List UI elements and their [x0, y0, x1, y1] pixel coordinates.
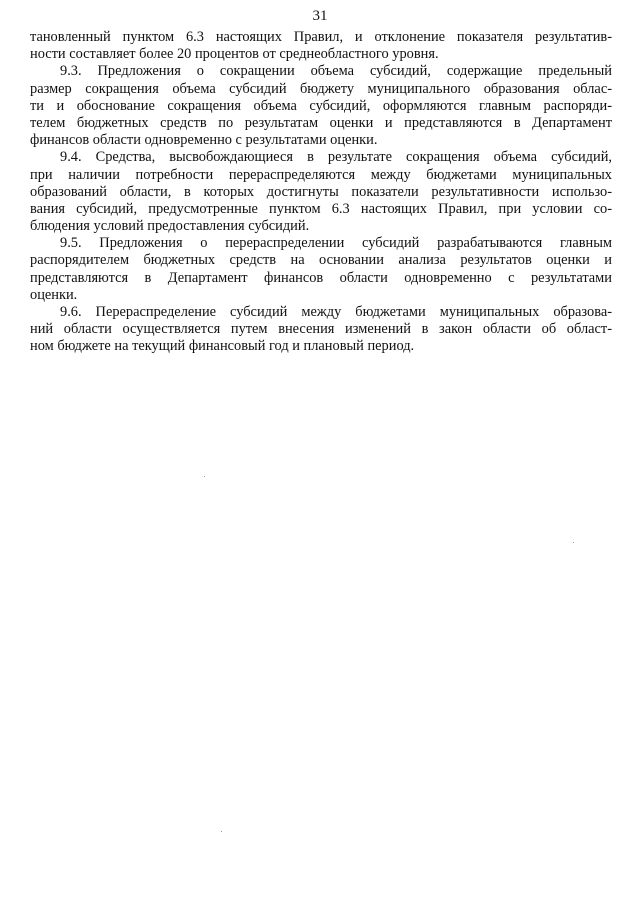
text-line: 9.5. Предложения о перераспределении субсидий разрабатываются главным — [60, 235, 612, 252]
text-line: тановленный пунктом 6.3 настоящих Правил, и отклонение показателя результатив- — [30, 29, 612, 45]
text-line: размер сокращения объема субсидий бюджету муниципального образования облас- — [30, 80, 612, 97]
text-line: ности составляет более 20 процентов от среднеобластного уровня. — [30, 46, 439, 63]
paragraph-continuation — [30, 29, 612, 63]
text-line: финансов области одновременно с результатами оценки. — [30, 132, 378, 149]
document-body — [30, 29, 612, 356]
text-line: образований области, в которых достигнуты показатели результативности использо- — [30, 183, 612, 200]
text-line: ти и обоснование сокращения объема субсидий, оформляются главным распоряди- — [30, 97, 612, 114]
text-line: при наличии потребности перераспределяются между бюджетами муниципальных — [30, 166, 612, 183]
text-line: 9.6. Перераспределение субсидий между бюджетами муниципальных образова- — [60, 304, 612, 320]
page-number: 31 — [312, 8, 328, 24]
text-line: ном бюджете на текущий финансовый год и плановый период. — [30, 338, 415, 355]
text-line: блюдения условий предоставления субсидий. — [30, 218, 310, 235]
paragraph-9-6 — [30, 304, 612, 356]
text-line: телем бюджетных средств по результатам оценки и представляются в Департамент — [30, 114, 612, 131]
text-line: распорядителем бюджетных средств на основании анализа результатов оценки и — [30, 252, 612, 269]
scan-speck — [221, 831, 222, 832]
text-line: представляются в Департамент финансов области одновременно с результатами — [30, 269, 612, 286]
text-line: ний области осуществляется путем внесения изменений в закон области об област- — [30, 321, 612, 338]
scan-speck — [573, 542, 574, 543]
scan-speck — [204, 476, 205, 477]
paragraph-9-4 — [30, 149, 612, 235]
text-line: 9.4. Средства, высвобождающиеся в результате сокращения объема субсидий, — [60, 149, 612, 166]
text-line: вания субсидий, предусмотренные пунктом 6.3 настоящих Правил, при условии со- — [30, 200, 612, 217]
paragraph-9-3 — [30, 63, 612, 149]
paragraph-9-5 — [30, 235, 612, 304]
text-line: 9.3. Предложения о сокращении объема субсидий, содержащие предельный — [60, 63, 612, 80]
text-line: оценки. — [30, 286, 78, 303]
